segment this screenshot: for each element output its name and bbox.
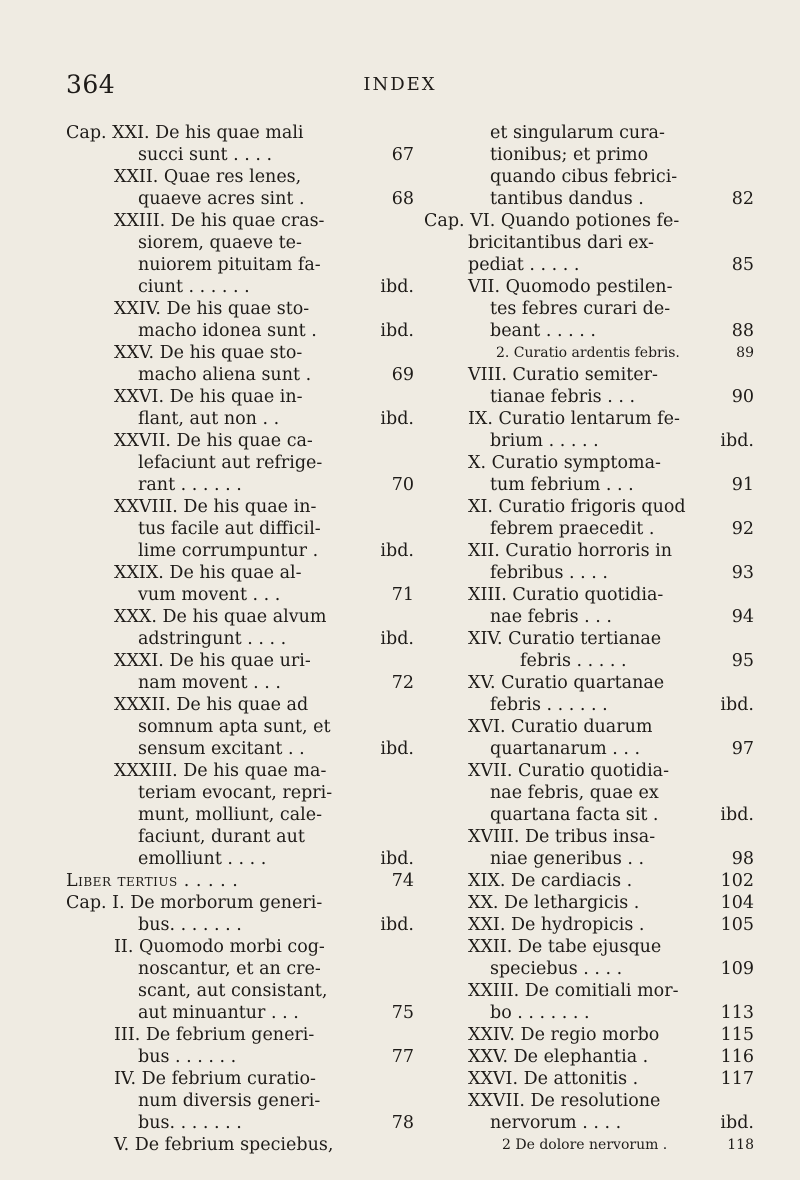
entry-text: Cap. XXI. De his quae mali: [66, 123, 304, 143]
entry-text: munt, molliunt, cale-: [138, 805, 323, 825]
entry-text: Cap. I. De morborum generi-: [66, 893, 323, 913]
index-entry-line: [424, 298, 754, 320]
entry-text: XXIV. De regio morbo: [468, 1025, 660, 1045]
index-entry-line: [424, 628, 754, 650]
index-entry-line: [66, 716, 414, 738]
entry-text: XVII. Curatio quotidia-: [468, 761, 670, 781]
index-entry-line: [66, 958, 414, 980]
entry-text: XXIV. De his quae sto-: [114, 299, 310, 319]
entry-text: VII. Quomodo pestilen-: [468, 277, 673, 297]
entry-page-ref: 95: [731, 651, 754, 671]
entry-text: flant, aut non . .: [138, 409, 280, 429]
entry-page-ref: 93: [731, 563, 754, 583]
index-entry-line: [66, 650, 414, 672]
entry-page-ref: 88: [731, 321, 754, 341]
index-entry-line: [424, 1112, 754, 1134]
entry-page-ref: 104: [720, 893, 754, 913]
entry-text: XXVII. De his quae ca-: [114, 431, 313, 451]
entry-text: XXXI. De his quae uri-: [114, 651, 311, 671]
entry-text: sensum excitant . .: [138, 739, 305, 759]
index-entry-line: [424, 760, 754, 782]
entry-text: XIX. De cardiacis .: [468, 871, 633, 891]
entry-text: 2 De dolore nervorum .: [502, 1137, 668, 1153]
entry-text: nam movent . . .: [138, 673, 281, 693]
index-entry-line: [424, 122, 754, 144]
index-entry-line: [424, 650, 754, 672]
entry-text: num diversis generi-: [138, 1091, 321, 1111]
index-entry-line: [66, 584, 414, 606]
entry-page-ref: 116: [720, 1047, 754, 1067]
index-entry-line: [66, 870, 414, 892]
entry-page-ref: 85: [731, 255, 754, 275]
index-entry-line: [424, 914, 754, 936]
entry-page-ref: 118: [727, 1137, 754, 1153]
entry-text: tes febres curari de-: [490, 299, 671, 319]
entry-text: macho aliena sunt .: [138, 365, 312, 385]
index-entry-line: [424, 1046, 754, 1068]
index-entry-line: [424, 694, 754, 716]
entry-page-ref: 71: [391, 585, 414, 605]
entry-page-ref: ibd.: [380, 915, 414, 935]
index-entry-line: [66, 694, 414, 716]
entry-text: quando cibus febrici-: [490, 167, 678, 187]
entry-text: lefaciunt aut refrige-: [138, 453, 323, 473]
entry-page-ref: ibd.: [720, 805, 754, 825]
index-entry-line: [66, 342, 414, 364]
entry-text: XI. Curatio frigoris quod: [468, 497, 686, 517]
entry-page-ref: ibd.: [380, 629, 414, 649]
index-entry-line: [66, 122, 414, 144]
entry-text: succi sunt . . . .: [138, 145, 273, 165]
index-entry-line: [66, 1046, 414, 1068]
entry-page-ref: 117: [720, 1069, 754, 1089]
index-entry-line: [424, 1002, 754, 1024]
entry-text: XXI. De hydropicis .: [468, 915, 645, 935]
entry-page-ref: 78: [391, 1113, 414, 1133]
index-entry-line: [424, 958, 754, 980]
entry-page-ref: 109: [720, 959, 754, 979]
entry-page-ref: 98: [731, 849, 754, 869]
index-entry-line: [66, 386, 414, 408]
index-entry-line: [424, 210, 754, 232]
entry-page-ref: 74: [391, 871, 414, 891]
entry-text: bo . . . . . . .: [490, 1003, 590, 1023]
entry-page-ref: 68: [391, 189, 414, 209]
index-entry-line: [66, 210, 414, 232]
entry-page-ref: 91: [731, 475, 754, 495]
entry-text: X. Curatio symptoma-: [468, 453, 661, 473]
entry-text: XXV. De his quae sto-: [114, 343, 303, 363]
entry-page-ref: 102: [720, 871, 754, 891]
index-entry-line: [66, 496, 414, 518]
entry-page-ref: 67: [391, 145, 414, 165]
entry-text: noscantur, et an cre-: [138, 959, 321, 979]
index-entry-line: [424, 1068, 754, 1090]
entry-page-ref: 90: [731, 387, 754, 407]
index-entry-line: [424, 1024, 754, 1046]
index-entry-line: [66, 430, 414, 452]
entry-text: XXIII. De his quae cras-: [114, 211, 325, 231]
entry-text: Cap. VI. Quando potiones fe-: [424, 211, 680, 231]
index-entry-line: [66, 540, 414, 562]
index-entry-line: [424, 540, 754, 562]
index-entry-line: [424, 518, 754, 540]
entry-text: rant . . . . . .: [138, 475, 242, 495]
entry-text: III. De febrium generi-: [114, 1025, 315, 1045]
index-entry-line: [424, 1090, 754, 1112]
index-entry-line: [424, 188, 754, 210]
entry-text: et singularum cura-: [490, 123, 665, 143]
entry-text: niae generibus . .: [490, 849, 645, 869]
index-entry-line: [424, 342, 754, 364]
entry-text: XXVII. De resolutione: [468, 1091, 661, 1111]
entry-page-ref: 70: [391, 475, 414, 495]
entry-text: quaeve acres sint .: [138, 189, 305, 209]
running-title: INDEX: [363, 74, 437, 95]
index-entry-line: [424, 408, 754, 430]
index-column-right: [424, 122, 754, 1156]
entry-text: aut minuantur . . .: [138, 1003, 299, 1023]
entry-text: XXIX. De his quae al-: [114, 563, 302, 583]
index-entry-line: [424, 584, 754, 606]
entry-text: XXV. De elephantia .: [468, 1047, 649, 1067]
entry-text: somnum apta sunt, et: [138, 717, 331, 737]
entry-text: nae febris, quae ex: [490, 783, 659, 803]
index-entry-line: [66, 518, 414, 540]
index-entry-line: [66, 1002, 414, 1024]
entry-text: lime corrumpuntur .: [138, 541, 319, 561]
entry-text: XXII. Quae res lenes,: [114, 167, 302, 187]
entry-text: febribus . . . .: [490, 563, 608, 583]
index-entry-line: [66, 1024, 414, 1046]
entry-text: bricitantibus dari ex-: [468, 233, 654, 253]
entry-text: febris . . . . . .: [490, 695, 608, 715]
index-entry-line: [66, 826, 414, 848]
entry-page-ref: ibd.: [720, 1113, 754, 1133]
index-entry-line: [424, 364, 754, 386]
entry-text: XXX. De his quae alvum: [114, 607, 327, 627]
index-entry-line: [66, 474, 414, 496]
entry-text: tum febrium . . .: [490, 475, 634, 495]
entry-text: nuiorem pituitam fa-: [138, 255, 321, 275]
index-entry-line: [424, 606, 754, 628]
entry-page-ref: ibd.: [380, 409, 414, 429]
entry-page-ref: ibd.: [380, 541, 414, 561]
index-entry-line: [66, 276, 414, 298]
index-entry-line: [424, 276, 754, 298]
entry-page-ref: 97: [731, 739, 754, 759]
entry-text: nae febris . . .: [490, 607, 612, 627]
index-entry-line: [424, 496, 754, 518]
entry-text: faciunt, durant aut: [138, 827, 305, 847]
index-entry-line: [66, 1068, 414, 1090]
entry-page-ref: 89: [736, 345, 754, 361]
entry-page-ref: 115: [720, 1025, 754, 1045]
page-header: [0, 70, 800, 104]
entry-page-ref: 77: [391, 1047, 414, 1067]
entry-text: bus. . . . . . .: [138, 1113, 242, 1133]
index-entry-line: [66, 188, 414, 210]
entry-page-ref: ibd.: [380, 849, 414, 869]
entry-text: scant, aut consistant,: [138, 981, 328, 1001]
index-entry-line: [424, 474, 754, 496]
index-entry-line: [66, 914, 414, 936]
index-entry-line: [66, 1090, 414, 1112]
entry-page-ref: 75: [391, 1003, 414, 1023]
index-entry-line: [424, 936, 754, 958]
index-entry-line: [66, 298, 414, 320]
entry-text: beant . . . . .: [490, 321, 596, 341]
entry-text: tionibus; et primo: [490, 145, 649, 165]
entry-page-ref: ibd.: [720, 431, 754, 451]
index-entry-line: [66, 1134, 414, 1156]
index-entry-line: [424, 782, 754, 804]
entry-text: tianae febris . . .: [490, 387, 636, 407]
entry-page-ref: 69: [391, 365, 414, 385]
entry-text: XXVI. De attonitis .: [468, 1069, 639, 1089]
entry-text: XXXII. De his quae ad: [114, 695, 309, 715]
entry-text: ciunt . . . . . .: [138, 277, 250, 297]
entry-text: brium . . . . .: [490, 431, 599, 451]
index-entry-line: [66, 144, 414, 166]
entry-text: teriam evocant, repri-: [138, 783, 333, 803]
entry-text: macho idonea sunt .: [138, 321, 317, 341]
index-entry-line: [424, 980, 754, 1002]
entry-page-ref: 113: [720, 1003, 754, 1023]
index-entry-line: [66, 562, 414, 584]
index-entry-line: [66, 1112, 414, 1134]
entry-text: XX. De lethargicis .: [468, 893, 640, 913]
entry-page-ref: 94: [731, 607, 754, 627]
entry-text: XVIII. De tribus insa-: [468, 827, 656, 847]
entry-text: bus. . . . . . .: [138, 915, 242, 935]
entry-page-ref: 92: [731, 519, 754, 539]
entry-text: XIV. Curatio tertianae: [468, 629, 662, 649]
index-entry-line: [66, 672, 414, 694]
entry-text: adstringunt . . . .: [138, 629, 287, 649]
entry-text: febrem praecedit .: [490, 519, 655, 539]
index-entry-line: [66, 364, 414, 386]
entry-text: XXXIII. De his quae ma-: [114, 761, 327, 781]
entry-text: speciebus . . . .: [490, 959, 623, 979]
entry-text: XIII. Curatio quotidia-: [468, 585, 664, 605]
index-entry-line: [66, 254, 414, 276]
index-entry-line: [424, 166, 754, 188]
index-entry-line: [424, 716, 754, 738]
entry-text: tus facile aut difficil-: [138, 519, 321, 539]
entry-text: nervorum . . . .: [490, 1113, 622, 1133]
entry-page-ref: 105: [720, 915, 754, 935]
entry-text: IX. Curatio lentarum fe-: [468, 409, 680, 429]
index-entry-line: [66, 320, 414, 342]
entry-text: 2. Curatio ardentis febris.: [496, 345, 680, 361]
index-entry-line: [424, 1134, 754, 1156]
index-entry-line: [424, 562, 754, 584]
entry-page-ref: ibd.: [380, 277, 414, 297]
entry-page-ref: 82: [731, 189, 754, 209]
entry-text: bus . . . . . .: [138, 1047, 237, 1067]
entry-text: XXIII. De comitiali mor-: [468, 981, 679, 1001]
entry-text: pediat . . . . .: [468, 255, 580, 275]
index-entry-line: [66, 166, 414, 188]
index-column-left: [66, 122, 414, 1156]
index-entry-line: [66, 980, 414, 1002]
entry-text: V. De febrium speciebus,: [114, 1135, 334, 1155]
index-entry-line: [424, 870, 754, 892]
entry-text: tantibus dandus .: [490, 189, 644, 209]
index-entry-line: [424, 672, 754, 694]
index-entry-line: [424, 826, 754, 848]
entry-text: siorem, quaeve te-: [138, 233, 302, 253]
index-entry-line: [424, 232, 754, 254]
index-entry-line: [66, 848, 414, 870]
entry-page-ref: 72: [391, 673, 414, 693]
entry-text: IV. De febrium curatio-: [114, 1069, 316, 1089]
index-entry-line: [66, 892, 414, 914]
index-entry-line: [66, 782, 414, 804]
entry-text: febris . . . . .: [520, 651, 627, 671]
index-entry-line: [424, 430, 754, 452]
index-entry-line: [66, 452, 414, 474]
entry-text: vum movent . . .: [138, 585, 281, 605]
index-entry-line: [424, 804, 754, 826]
entry-text: quartana facta sit .: [490, 805, 659, 825]
index-entry-line: [424, 892, 754, 914]
entry-text: XXII. De tabe ejusque: [468, 937, 662, 957]
entry-text: XV. Curatio quartanae: [468, 673, 665, 693]
entry-text: emolliunt . . . .: [138, 849, 267, 869]
entry-text: XII. Curatio horroris in: [468, 541, 673, 561]
index-entry-line: [424, 144, 754, 166]
entry-text: quartanarum . . .: [490, 739, 641, 759]
entry-text: XVI. Curatio duarum: [468, 717, 653, 737]
index-entry-line: [424, 848, 754, 870]
index-entry-line: [66, 738, 414, 760]
entry-page-ref: ibd.: [380, 321, 414, 341]
index-entry-line: [424, 254, 754, 276]
index-entry-line: [424, 320, 754, 342]
index-entry-line: [424, 738, 754, 760]
entry-text: VIII. Curatio semiter-: [468, 365, 658, 385]
index-entry-line: [66, 628, 414, 650]
index-entry-line: [424, 386, 754, 408]
index-entry-line: [66, 804, 414, 826]
index-entry-line: [66, 606, 414, 628]
index-entry-line: [66, 936, 414, 958]
entry-text: XXVI. De his quae in-: [114, 387, 303, 407]
entry-text: Liber tertius . . . . .: [66, 871, 239, 891]
entry-page-ref: ibd.: [380, 739, 414, 759]
page-number: 364: [66, 70, 116, 99]
index-entry-line: [66, 760, 414, 782]
index-entry-line: [424, 452, 754, 474]
index-entry-line: [66, 408, 414, 430]
index-entry-line: [66, 232, 414, 254]
entry-text: II. Quomodo morbi cog-: [114, 937, 325, 957]
entry-page-ref: ibd.: [720, 695, 754, 715]
entry-text: XXVIII. De his quae in-: [114, 497, 317, 517]
